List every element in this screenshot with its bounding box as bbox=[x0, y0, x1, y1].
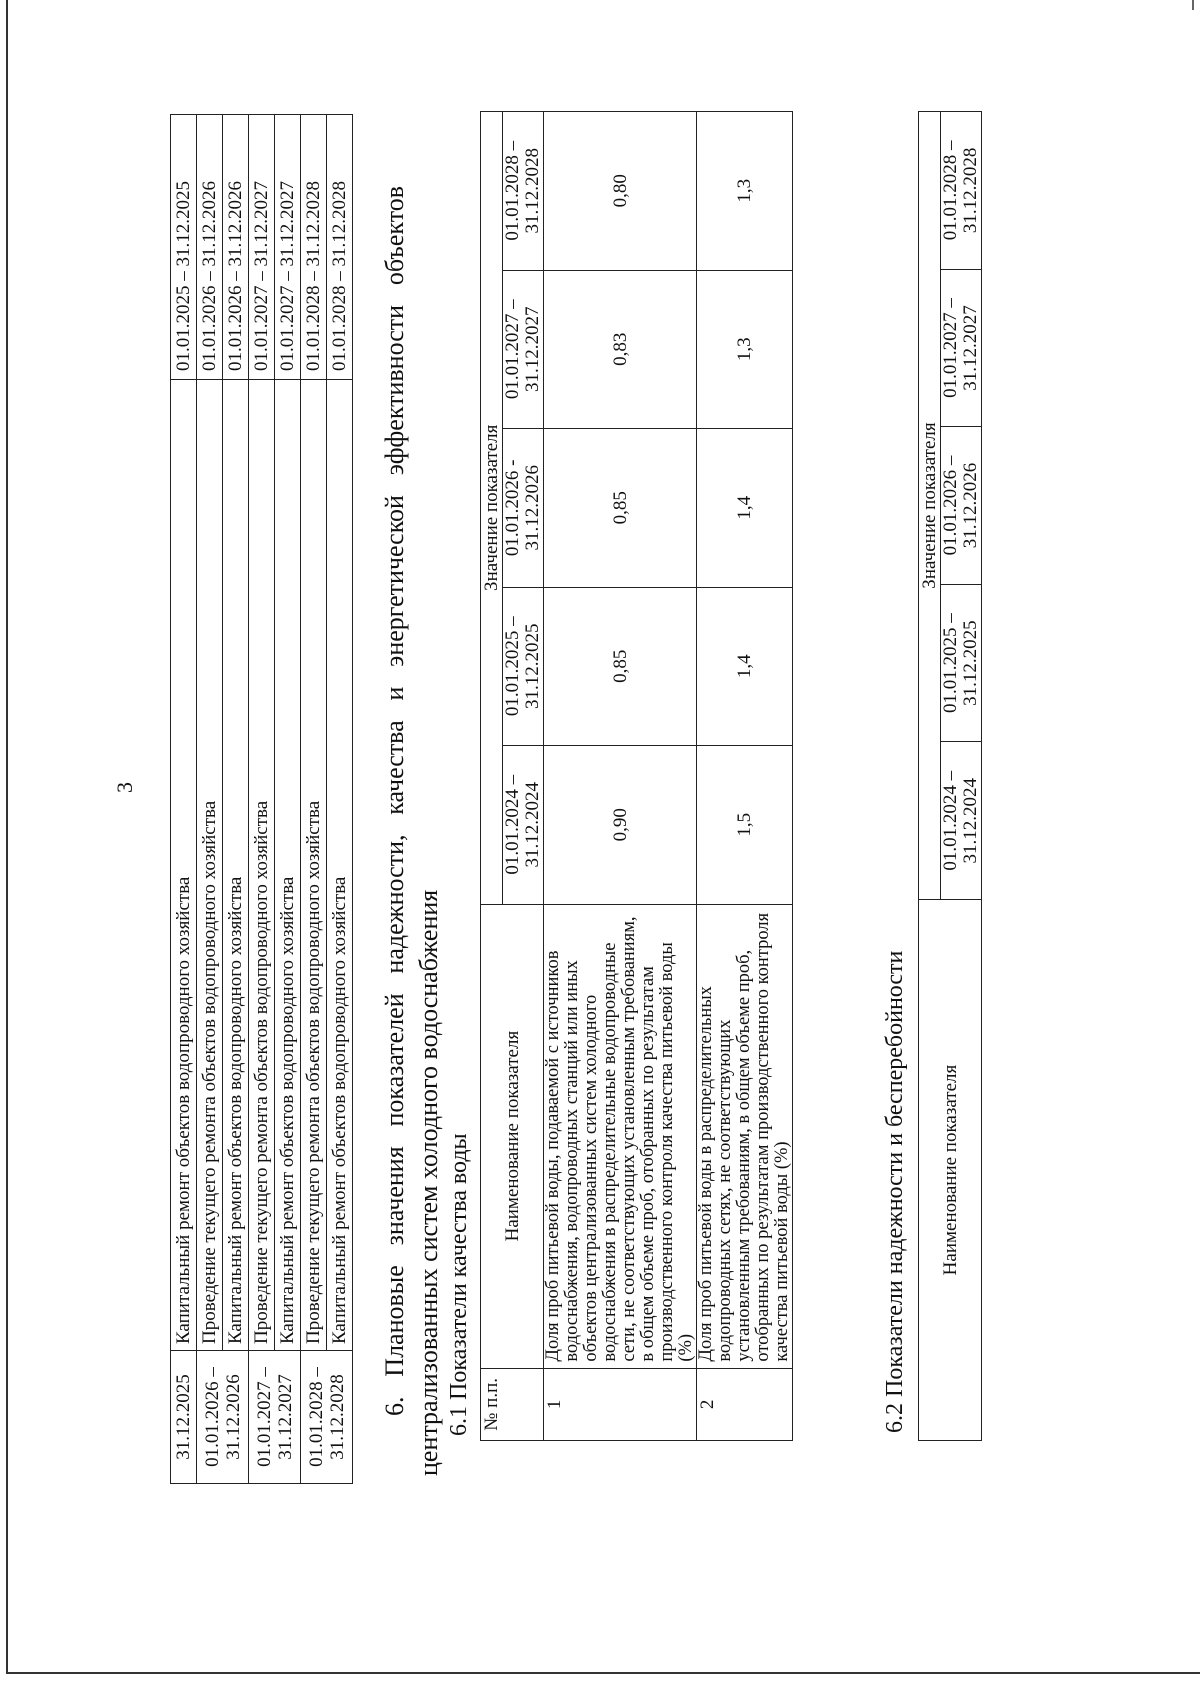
col-name-header: Наименование показателя bbox=[919, 900, 982, 1441]
year-header: 01.01.2024 – 31.12.2024 bbox=[503, 746, 544, 905]
indicator-value: 0,83 bbox=[544, 270, 697, 429]
section-title-line1: 6. Плановые значения показателей надежности, качества и энергетической эффективности объектов bbox=[380, 186, 409, 1416]
section-title-line2: централизованных систем холодного водоснабжения bbox=[414, 889, 443, 1476]
water-quality-table bbox=[480, 111, 793, 1441]
col-name-header: Наименование показателя bbox=[481, 904, 544, 1368]
reliability-table bbox=[918, 111, 982, 1441]
dates-cell: 01.01.2027 – 31.12.2027 bbox=[249, 115, 275, 380]
indicator-value: 1,4 bbox=[697, 587, 793, 746]
work-cell: Проведение текущего ремонта объектов водопроводного хозяйства bbox=[197, 380, 223, 1351]
period-cell: 31.12.2025 bbox=[171, 1351, 197, 1484]
dates-cell: 01.01.2026 – 31.12.2026 bbox=[197, 115, 223, 380]
year-header: 01.01.2025 – 31.12.2025 bbox=[941, 584, 982, 742]
year-header: 01.01.2027 – 31.12.2027 bbox=[503, 270, 544, 429]
dates-cell: 01.01.2028 – 31.12.2028 bbox=[301, 115, 327, 380]
subsection-6-1-title: 6.1 Показатели качества воды bbox=[446, 1133, 472, 1436]
table-row bbox=[697, 112, 793, 1441]
period-cell: 01.01.2028 – 31.12.2028 bbox=[301, 1351, 353, 1484]
table-row bbox=[171, 115, 197, 1484]
indicator-value: 1,4 bbox=[697, 429, 793, 588]
indicator-value: 0,85 bbox=[544, 429, 697, 588]
year-header: 01.01.2028 – 31.12.2028 bbox=[503, 112, 544, 271]
year-header: 01.01.2026 – 31.12.2026 bbox=[941, 427, 982, 585]
work-cell: Капитальный ремонт объектов водопроводного хозяйства bbox=[223, 380, 249, 1351]
indicator-value: 0,80 bbox=[544, 112, 697, 271]
col-num-header: № п.п. bbox=[481, 1368, 544, 1440]
work-cell: Проведение текущего ремонта объектов водопроводного хозяйства bbox=[301, 380, 327, 1351]
year-header: 01.01.2027 – 31.12.2027 bbox=[941, 269, 982, 427]
indicator-value: 1,5 bbox=[697, 746, 793, 905]
table-row bbox=[275, 115, 301, 1484]
indicator-name: Доля проб питьевой воды, подаваемой с источников водоснабжения, водопроводных станций или иных объектов централизованных систем холодного водоснабжения в распределительные водопроводные сети, не соответствующих установленным требованиям, в общем объеме проб, отобранных по результатам производственного контроля качества питьевой воды (%) bbox=[544, 904, 697, 1368]
dates-cell: 01.01.2025 – 31.12.2025 bbox=[171, 115, 197, 380]
work-cell: Проведение текущего ремонта объектов водопроводного хозяйства bbox=[249, 380, 275, 1351]
indicator-name: Доля проб питьевой воды в распределительных водопроводных сетях, не соответствующих установленным требованиям, в общем объеме проб, отобранных по результатам производственного контроля качества питьевой воды (%) bbox=[697, 904, 793, 1368]
works-schedule-table bbox=[170, 114, 353, 1484]
dates-cell: 01.01.2027 – 31.12.2027 bbox=[275, 115, 301, 380]
col-value-header: Значение показателя bbox=[481, 112, 503, 905]
table-row bbox=[327, 115, 353, 1484]
indicator-value: 0,85 bbox=[544, 587, 697, 746]
dates-cell: 01.01.2026 – 31.12.2026 bbox=[223, 115, 249, 380]
table-row bbox=[197, 115, 223, 1484]
col-value-header: Значение показателя bbox=[919, 112, 941, 900]
table-row bbox=[249, 115, 275, 1484]
year-header: 01.01.2026 - 31.12.2026 bbox=[503, 429, 544, 588]
table-row bbox=[223, 115, 249, 1484]
indicator-value: 1,3 bbox=[697, 112, 793, 271]
dates-cell: 01.01.2028 – 31.12.2028 bbox=[327, 115, 353, 380]
page-number: 3 bbox=[112, 782, 137, 793]
work-cell: Капитальный ремонт объектов водопроводного хозяйства bbox=[275, 380, 301, 1351]
subsection-6-2-title: 6.2 Показатели надежности и бесперебойности bbox=[882, 950, 908, 1433]
row-number: 1 bbox=[544, 1368, 697, 1440]
indicator-value: 1,3 bbox=[697, 270, 793, 429]
period-cell: 01.01.2026 – 31.12.2026 bbox=[197, 1351, 249, 1484]
year-header: 01.01.2028 – 31.12.2028 bbox=[941, 112, 982, 270]
year-header: 01.01.2025 – 31.12.2025 bbox=[503, 587, 544, 746]
year-header: 01.01.2024 – 31.12.2024 bbox=[941, 742, 982, 900]
table-row bbox=[301, 115, 327, 1484]
table-row bbox=[544, 112, 697, 1441]
work-cell: Капитальный ремонт объектов водопроводного хозяйства bbox=[327, 380, 353, 1351]
work-cell: Капитальный ремонт объектов водопроводного хозяйства bbox=[171, 380, 197, 1351]
indicator-value: 0,90 bbox=[544, 746, 697, 905]
period-cell: 01.01.2027 – 31.12.2027 bbox=[249, 1351, 301, 1484]
row-number: 2 bbox=[697, 1368, 793, 1440]
